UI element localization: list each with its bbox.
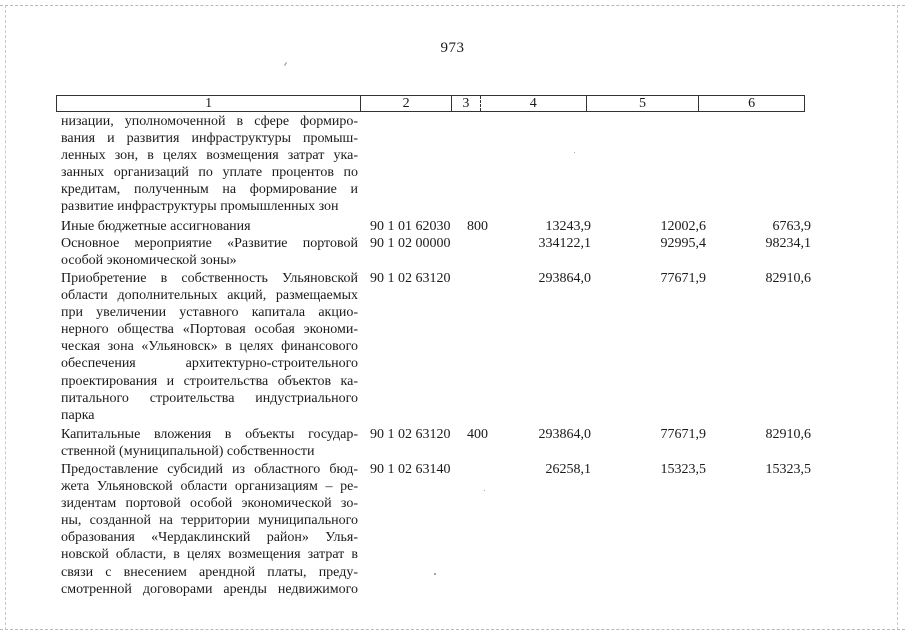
description-line: занных организаций по уплате процентов по xyxy=(61,165,358,181)
row-description xyxy=(61,235,358,269)
scan-speck xyxy=(484,490,485,491)
row-value-col4: 26258,1 xyxy=(545,462,591,477)
scan-speck xyxy=(434,573,436,575)
row-code: 90 1 01 62030 xyxy=(370,219,451,234)
description-line: парка xyxy=(61,407,95,423)
row-value-col6: 98234,1 xyxy=(765,236,811,251)
row-value-col6: 82910,6 xyxy=(765,271,811,286)
description-line: смотренной договорами аренды недвижимого xyxy=(61,581,358,597)
row-value-col5: 77671,9 xyxy=(660,427,706,442)
row-description xyxy=(61,461,358,598)
row-value-col5: 15323,5 xyxy=(660,462,706,477)
description-line: жета Ульяновской области организациям – ре- xyxy=(61,479,358,495)
row-value-col4: 293864,0 xyxy=(538,271,591,286)
row-code: 90 1 02 00000 xyxy=(370,236,451,251)
header-col-1: 1 xyxy=(57,96,361,111)
description-line: образования «Чердаклинский район» Улья- xyxy=(61,530,358,546)
row-code: 90 1 02 63140 xyxy=(370,462,451,477)
description-line: связи с внесением арендной платы, преду- xyxy=(61,564,358,580)
row-value-col5: 92995,4 xyxy=(660,236,706,251)
row-value-col6: 82910,6 xyxy=(765,427,811,442)
description-line: развитие инфраструктуры промышленных зон xyxy=(61,199,339,215)
row-code: 90 1 02 63120 xyxy=(370,271,451,286)
description-line: Капитальные вложения в объекты государ- xyxy=(61,427,358,442)
scan-edge-bottom xyxy=(0,629,905,630)
row-type: 800 xyxy=(467,219,488,234)
scan-speck xyxy=(574,152,575,153)
row-value-col4: 13243,9 xyxy=(545,219,591,234)
row-value-col4: 293864,0 xyxy=(538,427,591,442)
description-line: проектирования и строительства объектов ка- xyxy=(61,373,358,389)
row-description xyxy=(61,270,358,424)
description-line: ны, созданной на территории муниципального xyxy=(61,513,358,529)
scan-speck xyxy=(284,62,287,66)
description-line: Предоставление субсидий из областного бюд- xyxy=(61,462,358,477)
description-line: новской области, в целях возмещения затрат в xyxy=(61,547,358,563)
description-line: зидентам портовой особой экономической зо- xyxy=(61,496,358,512)
row-value-col4: 334122,1 xyxy=(538,236,591,251)
table-header-row xyxy=(56,95,805,112)
row-description xyxy=(61,426,358,460)
header-col-6: 6 xyxy=(748,96,756,111)
description-line: Иные бюджетные ассигнования xyxy=(61,219,251,234)
description-line: ческая зона «Ульяновск» в целях финансового xyxy=(61,339,358,355)
row-value-col5: 77671,9 xyxy=(660,271,706,286)
description-line: вания и развития инфраструктуры промыш- xyxy=(61,131,358,147)
description-line: ленных зон, в целях возмещения затрат ука- xyxy=(61,148,358,164)
header-col-5: 5 xyxy=(587,96,700,111)
description-line: области дополнительных акций, размещаемых xyxy=(61,288,358,304)
scan-edge-left xyxy=(5,5,6,630)
description-line: особой экономической зоны» xyxy=(61,253,237,269)
description-line: кредитам, полученным на формирование и xyxy=(61,182,358,198)
description-line: Основное мероприятие «Развитие портовой xyxy=(61,236,358,251)
row-value-col5: 12002,6 xyxy=(660,219,706,234)
page-number: 973 xyxy=(440,40,465,56)
description-line: нерного общества «Портовая особая экономи- xyxy=(61,322,358,338)
description-line: низации, уполномоченной в сфере формиро- xyxy=(61,114,358,129)
description-line: Приобретение в собственность Ульяновской xyxy=(61,271,358,286)
scan-edge-right xyxy=(897,5,898,630)
row-value-col6: 15323,5 xyxy=(765,462,811,477)
row-description xyxy=(61,218,358,235)
header-col-4: 4 xyxy=(481,96,587,111)
description-line: ственной (муниципальной) собственности xyxy=(61,444,315,460)
row-value-col6: 6763,9 xyxy=(772,219,811,234)
row-code: 90 1 02 63120 xyxy=(370,427,451,442)
header-col-2: 2 xyxy=(361,96,452,111)
header-col-3: 3 xyxy=(452,96,481,111)
description-line: при увеличении уставного капитала акцио- xyxy=(61,305,358,321)
row-type: 400 xyxy=(467,427,488,442)
description-line: питального строительства индустриального xyxy=(61,390,358,406)
description-line: обеспечения архитектурно-строительного xyxy=(61,356,358,372)
scan-edge-top xyxy=(0,5,905,6)
row-description xyxy=(61,113,358,216)
